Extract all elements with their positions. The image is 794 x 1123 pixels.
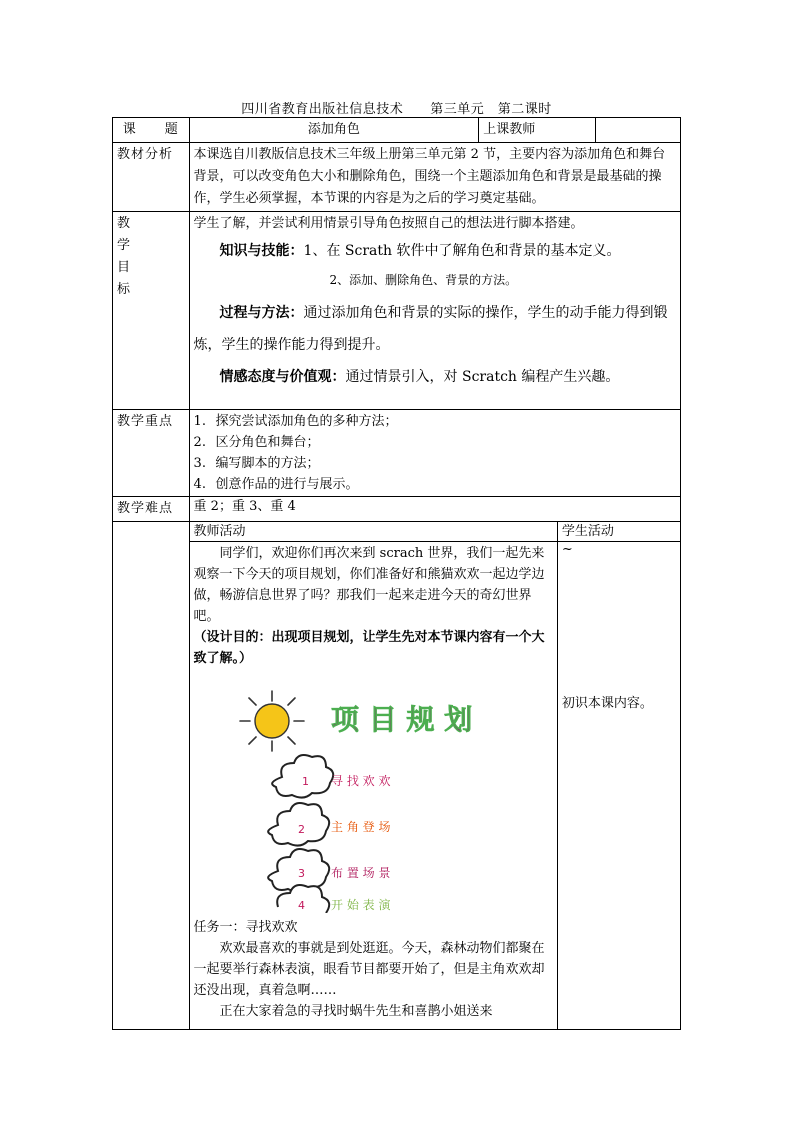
lesson-plan-table <box>112 117 681 1030</box>
plan-item-text: 主 角 登 场 <box>330 820 390 834</box>
process-text: 通过添加角色和背景的实际的操作，学生的动手能力得到锻炼，学生的操作能力得到提升。 <box>193 305 668 353</box>
task1-title: 任务一：寻找欢欢 <box>193 920 298 935</box>
list-item <box>194 453 676 474</box>
analysis-row <box>113 143 681 212</box>
knowledge-label: 知识与技能： <box>219 243 304 259</box>
process-label: 过程与方法： <box>219 305 304 321</box>
plan-item-number: 2 <box>297 823 305 836</box>
teacher-value <box>596 118 681 143</box>
student-activity-header: 学生活动 <box>557 522 680 542</box>
list-text: 编写脚本的方法； <box>215 456 320 471</box>
goals-label-char: 教 <box>117 216 131 231</box>
difficult-label: 教学难点 <box>113 497 190 522</box>
activity-header-row <box>113 522 681 542</box>
topic-title: 添加角色 <box>189 118 479 143</box>
list-number: 2. <box>193 435 206 450</box>
plan-item-text: 寻 找 欢 欢 <box>330 774 390 788</box>
emotion-line <box>194 361 676 393</box>
list-number: 1. <box>193 414 206 429</box>
goals-row <box>113 212 681 410</box>
activity-blank-cell <box>113 522 190 1030</box>
list-item <box>194 432 676 453</box>
sun-icon <box>240 691 304 751</box>
document-header: 四川省教育出版社信息技术 第三单元 第二课时 <box>241 102 552 117</box>
list-number: 3. <box>193 456 206 471</box>
difficult-text: 重 2；重 3、重 4 <box>189 497 680 522</box>
goals-label <box>113 212 190 410</box>
topic-label: 课 题 <box>113 118 190 143</box>
goals-intro: 学生了解，并尝试利用情景引导角色按照自己的想法进行脚本搭建。 <box>193 216 584 231</box>
tilde-mark: ~ <box>561 542 573 557</box>
list-item <box>194 411 676 432</box>
list-number: 4. <box>193 477 206 492</box>
activity-body-row <box>113 542 681 1030</box>
key-content <box>189 410 680 497</box>
key-row <box>113 410 681 497</box>
analysis-label: 教材分析 <box>113 143 190 212</box>
list-item <box>194 474 676 495</box>
plan-item-number: 3 <box>297 867 305 880</box>
project-plan-illustration <box>194 673 484 913</box>
student-note: 初识本课内容。 <box>561 696 653 711</box>
goals-label-char: 目 <box>117 260 131 275</box>
design-purpose: （设计目的：出现项目规划，让学生先对本节课内容有一个大致了解。） <box>193 630 545 666</box>
teacher-activity-content <box>189 542 557 1030</box>
plan-item-number: 4 <box>297 899 305 912</box>
student-activity-content <box>557 542 680 1030</box>
list-text: 区分角色和舞台； <box>215 435 320 450</box>
goals-label-char: 学 <box>117 238 131 253</box>
difficult-row <box>113 497 681 522</box>
knowledge-line <box>194 235 676 267</box>
knowledge-item-2: 2、添加、删除角色、背景的方法。 <box>329 273 518 287</box>
process-line <box>194 297 676 361</box>
task1-paragraph: 欢欢最喜欢的事就是到处逛逛。今天，森林动物们都聚在一起要举行森林表演，眼看节目都要开始了，但是主角欢欢却还没出现，真着急啊…… <box>193 941 545 998</box>
plan-item-number: 1 <box>301 775 309 788</box>
teacher-label: 上课教师 <box>479 118 596 143</box>
plan-item-text: 布 置 场 景 <box>330 866 390 880</box>
knowledge-item-1: 1、在 Scrath 软件中了解角色和背景的基本定义。 <box>303 243 621 259</box>
task1-paragraph-2: 正在大家着急的寻找时蜗牛先生和喜鹊小姐送来 <box>219 1004 493 1019</box>
topic-row <box>113 118 681 143</box>
goals-label-char: 标 <box>117 282 131 297</box>
emotion-label: 情感态度与价值观： <box>219 369 346 385</box>
emotion-text: 通过情景引入，对 Scratch 编程产生兴趣。 <box>345 369 620 385</box>
key-label: 教学重点 <box>113 410 190 497</box>
list-text: 探究尝试添加角色的多种方法； <box>215 414 398 429</box>
plan-title: 项 目 规 划 <box>330 703 472 736</box>
analysis-text: 本课选自川教版信息技术三年级上册第三单元第 2 节，主要内容为添加角色和舞台背景，可以改变角色大小和删除角色，围绕一个主题添加角色和背景是最基础的操作，学生必须掌握，本节课的内容是为之后的学习奠定基础。 <box>189 143 680 212</box>
list-text: 创意作品的进行与展示。 <box>215 477 359 492</box>
plan-item-text: 开 始 表 演 <box>330 898 390 912</box>
teacher-activity-header: 教师活动 <box>189 522 557 542</box>
intro-paragraph: 同学们，欢迎你们再次来到 scrach 世界，我们一起先来观察一下今天的项目规划，你们准备好和熊猫欢欢一起边学边做，畅游信息世界了吗？那我们一起来走进今天的奇幻世界吧。 <box>193 546 545 624</box>
goals-content <box>189 212 680 410</box>
